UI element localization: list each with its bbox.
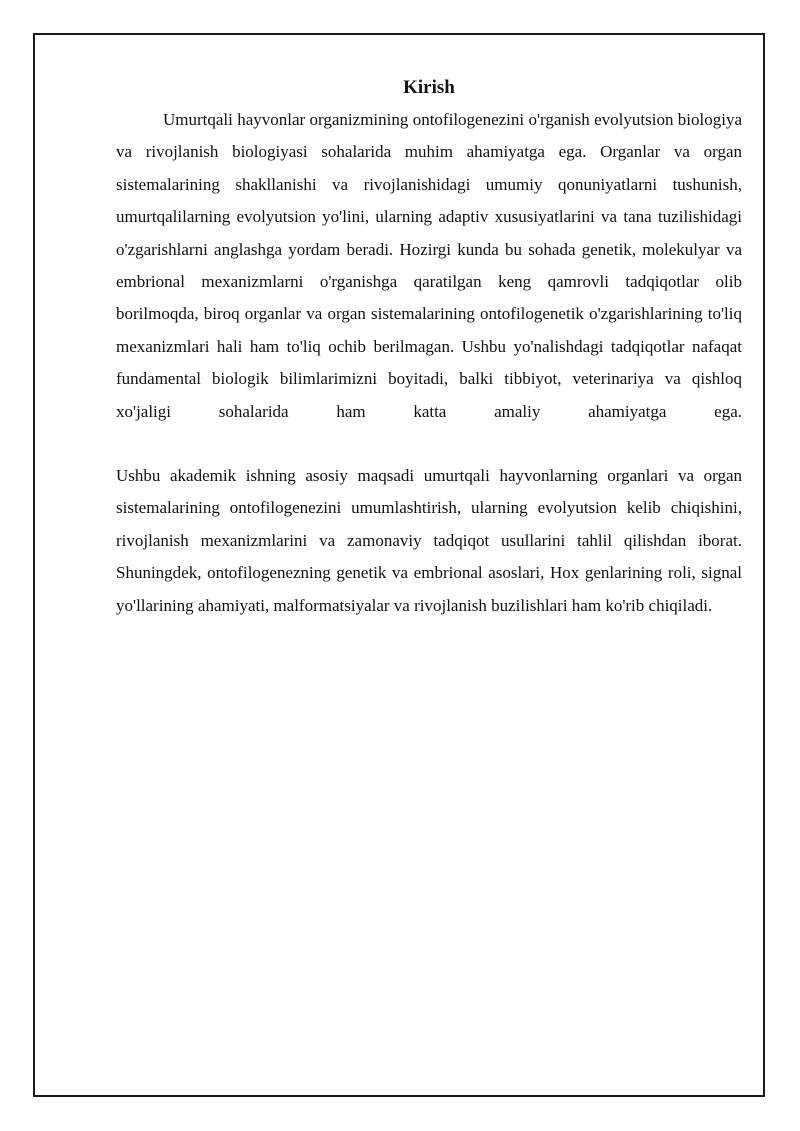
intro-paragraph: Umurtqali hayvonlar organizmining ontofilogenezini o'rganish evolyutsion biologiya va rivojlanish biologiyasi sohalarida muhim ahamiyatga ega. Organlar va organ sistemalarining shakllanishi va rivojlanishidagi umumiy qonuniyatlarni tushunish, umurtqalilarning evolyutsion yo'lini, ularning adaptiv xususiyatlarini va tana tuzilishidagi o'zgarishlarni anglashga yordam beradi. Hozirgi kunda bu sohada genetik, molekulyar va embrional mexanizmlarni o'rganishga qaratilgan keng qamrovli tadqiqotlar olib borilmoqda, biroq organlar va organ sistemalarining ontofilogenetik o'zgarishlarining to'liq mexanizmlari hali ham to'liq ochib berilmagan. Ushbu yo'nalishdagi tadqiqotlar nafaqat fundamental biologik bilimlarimizni boyitadi, balki tibbiyot, veterinariya va qishloq xo'jaligi sohalarida ham katta amaliy ahamiyatga ega. <box>116 110 742 421</box>
section-title: Kirish <box>403 77 455 98</box>
document-body <box>116 74 742 622</box>
purpose-paragraph: Ushbu akademik ishning asosiy maqsadi umurtqali hayvonlarning organlari va organ sistemalarining ontofilogenezini umumlashtirish, ularning evolyutsion kelib chiqishini, rivojlanish mexanizmlarini va zamonaviy tadqiqot usullarini tahlil qilishdan iborat. Shuningdek, ontofilogenezning genetik va embrional asoslari, Hox genlarining roli, signal yo'llarining ahamiyati, malformatsiyalar va rivojlanish buzilishlari ham ko'rib chiqiladi. <box>116 466 742 615</box>
